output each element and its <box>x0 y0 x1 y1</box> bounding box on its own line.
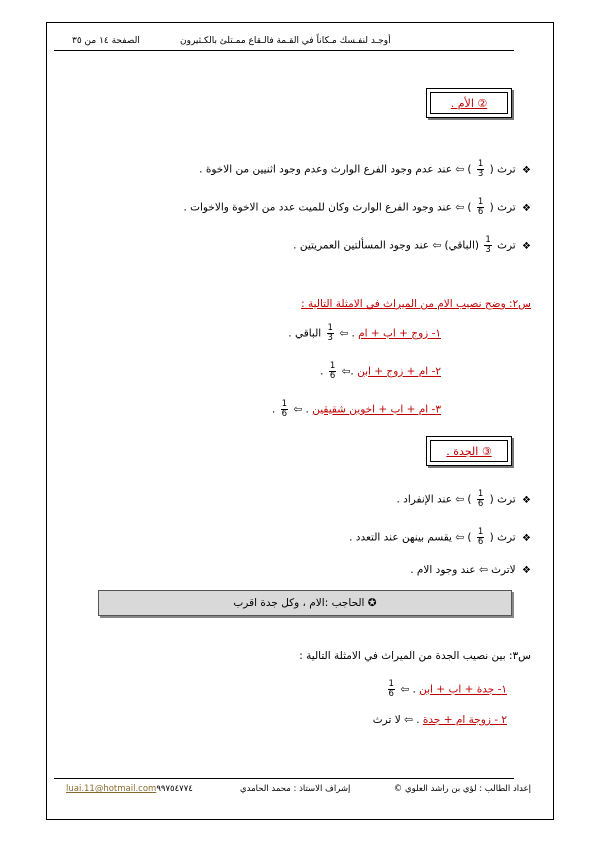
phone-number: ٩٩٧٥٤٧٧٤ <box>156 784 193 794</box>
q2-example-2: ٢- ام + زوج + ابن .⇦ $\frac{1}{6}$ . <box>320 361 441 381</box>
fraction: $\frac{1}{3}$ <box>327 323 333 343</box>
bullet-icon: ❖ <box>522 164 531 176</box>
header-divider <box>54 50 514 51</box>
fraction: $\frac{1}{6}$ <box>477 197 484 217</box>
mother-rule-3: ❖ ترث $\frac{1}{3}$ (الباقي) ⇦ عند وجود المسألتين العمريتين . <box>293 235 531 255</box>
fraction: $\frac{1}{6}$ <box>477 489 484 509</box>
grandmother-rule-2: ❖ ترث ( $\frac{1}{6}$ ) ⇦ يقسم بينهن عند التعدد . <box>349 527 531 547</box>
page-border <box>46 22 554 820</box>
q2-example-1: ١- زوج + اب + ام . ⇦ $\frac{1}{3}$ الباقي . <box>288 323 441 343</box>
q3-example-2: ٢ - زوجة ام + جدة . ⇦ لا ترث <box>372 714 507 726</box>
q3-example-1: ١- جدة + اب + ابن . ⇦ $\frac{1}{6}$ <box>388 679 507 699</box>
fraction: $\frac{1}{6}$ <box>329 361 336 381</box>
grandmother-rule-1: ❖ ترث ( $\frac{1}{6}$ ) ⇦ عند الإنفراد . <box>396 489 531 509</box>
q2-example-3: ٣- ام + اب + اخوين شقيقين . ⇦ $\frac{1}{6}$ . <box>271 399 441 419</box>
header-title: أوجـد لنفـسك مـكاناً في القـمة فالـقاع ممـتلئ بالكـثيرون <box>180 36 391 46</box>
footer-divider <box>54 778 514 779</box>
bullet-icon: ❖ <box>522 494 531 506</box>
mother-rule-2: ❖ ترث ( $\frac{1}{6}$ ) ⇦ عند وجود الفرع الوارث وكان للميت عدد من الاخوة والاخوات . <box>183 197 531 217</box>
mother-heading: ② الأم . <box>450 96 488 110</box>
footer-contact <box>66 784 193 794</box>
bullet-icon: ❖ <box>522 202 531 214</box>
hajib-box <box>98 590 512 616</box>
mother-rule-1: ❖ ترث ( $\frac{1}{3}$ ) ⇦ عند عدم وجود الفرع الوارث وعدم وجود اثنيين من الاخوة . <box>199 159 531 179</box>
footer-supervised-by: إشراف الاستاذ : محمد الحامدي <box>240 784 351 794</box>
footer-prepared-by: إعداد الطالب : لؤي بن راشد العلوي © <box>393 784 531 794</box>
fraction: $\frac{1}{6}$ <box>281 399 288 419</box>
question-3-title: س٣: بين نصيب الجدة من الميراث في الامثلة التالية : <box>299 650 531 662</box>
bullet-icon: ❖ <box>522 532 531 544</box>
grandmother-heading-box <box>426 436 512 466</box>
page-number: الصفحة ١٤ من ٣٥ <box>72 36 140 46</box>
mother-heading-box <box>426 88 512 118</box>
question-2-title: س٢: وضح نصيب الام من الميراث في الامثلة التالية : <box>301 298 531 310</box>
email-link[interactable]: luai.11@hotmail.com <box>66 784 157 794</box>
fraction: $\frac{1}{6}$ <box>477 527 484 547</box>
bullet-icon: ❖ <box>522 240 531 252</box>
fraction: $\frac{1}{3}$ <box>477 159 484 179</box>
grandmother-rule-3: ❖ لاترث ⇦ عند وجود الام . <box>410 564 531 576</box>
hajib-text: ✪ الحاجب :الام ، وكل جدة اقرب <box>233 597 377 609</box>
grandmother-heading: ③ الجدة . <box>446 444 492 458</box>
fraction: $\frac{1}{6}$ <box>388 679 394 699</box>
fraction: $\frac{1}{3}$ <box>485 235 491 255</box>
bullet-icon: ❖ <box>522 565 531 576</box>
